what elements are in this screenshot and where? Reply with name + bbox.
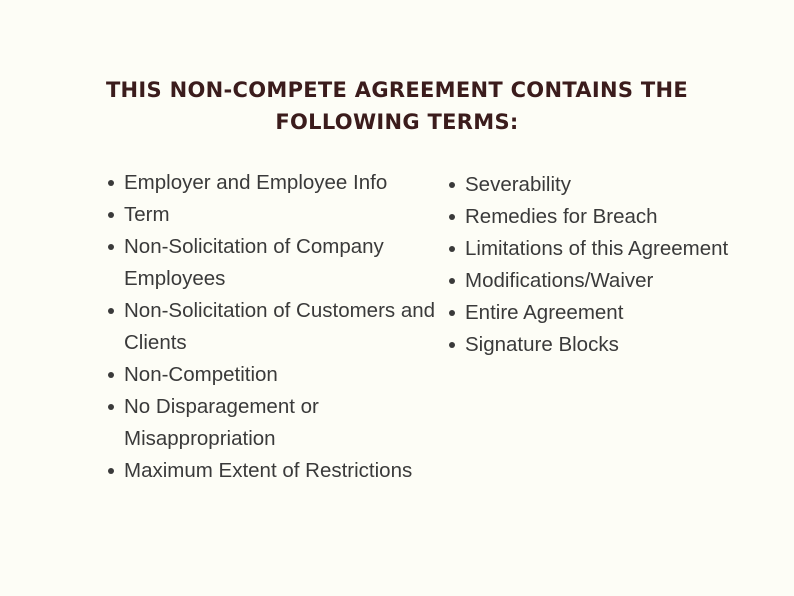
bullet-icon: [108, 372, 114, 378]
list-item: [106, 455, 436, 487]
list-item: [447, 265, 747, 297]
term-label: Non-Solicitation of Company Employees: [124, 235, 384, 290]
list-item: [106, 359, 436, 391]
bullet-icon: [108, 468, 114, 474]
list-item: [447, 169, 747, 201]
bullet-icon: [108, 212, 114, 218]
bullet-icon: [449, 278, 455, 284]
term-label: Maximum Extent of Restrictions: [124, 459, 413, 482]
list-item: [447, 297, 747, 329]
bullet-icon: [108, 404, 114, 410]
list-item: [106, 231, 436, 295]
term-label: No Disparagement or Misappropriation: [124, 395, 319, 450]
list-item: [447, 329, 747, 361]
bullet-icon: [449, 342, 455, 348]
terms-list-left: [106, 167, 436, 487]
bullet-icon: [108, 308, 114, 314]
term-label: Non-Competition: [124, 363, 278, 386]
list-item: [447, 233, 747, 265]
term-label: Remedies for Breach: [465, 205, 658, 228]
terms-list-right: [447, 169, 747, 361]
term-label: Non-Solicitation of Customers and Clients: [124, 299, 436, 354]
bullet-icon: [108, 244, 114, 250]
term-label: Modifications/Waiver: [465, 269, 654, 292]
list-item: [106, 391, 436, 455]
term-label: Term: [124, 203, 170, 226]
list-item: [447, 201, 747, 233]
bullet-icon: [108, 180, 114, 186]
bullet-icon: [449, 310, 455, 316]
bullet-icon: [449, 182, 455, 188]
term-label: Severability: [465, 173, 571, 196]
page-title: THIS NON-COMPETE AGREEMENT CONTAINS THE FOLLOWING TERMS:: [105, 78, 689, 134]
list-item: [106, 295, 436, 359]
term-label: Entire Agreement: [465, 301, 624, 324]
term-label: Signature Blocks: [465, 333, 619, 356]
list-item: [106, 199, 436, 231]
term-label: Limitations of this Agreement: [465, 237, 729, 260]
bullet-icon: [449, 246, 455, 252]
list-item: [106, 167, 436, 199]
bullet-icon: [449, 214, 455, 220]
term-label: Employer and Employee Info: [124, 171, 388, 194]
